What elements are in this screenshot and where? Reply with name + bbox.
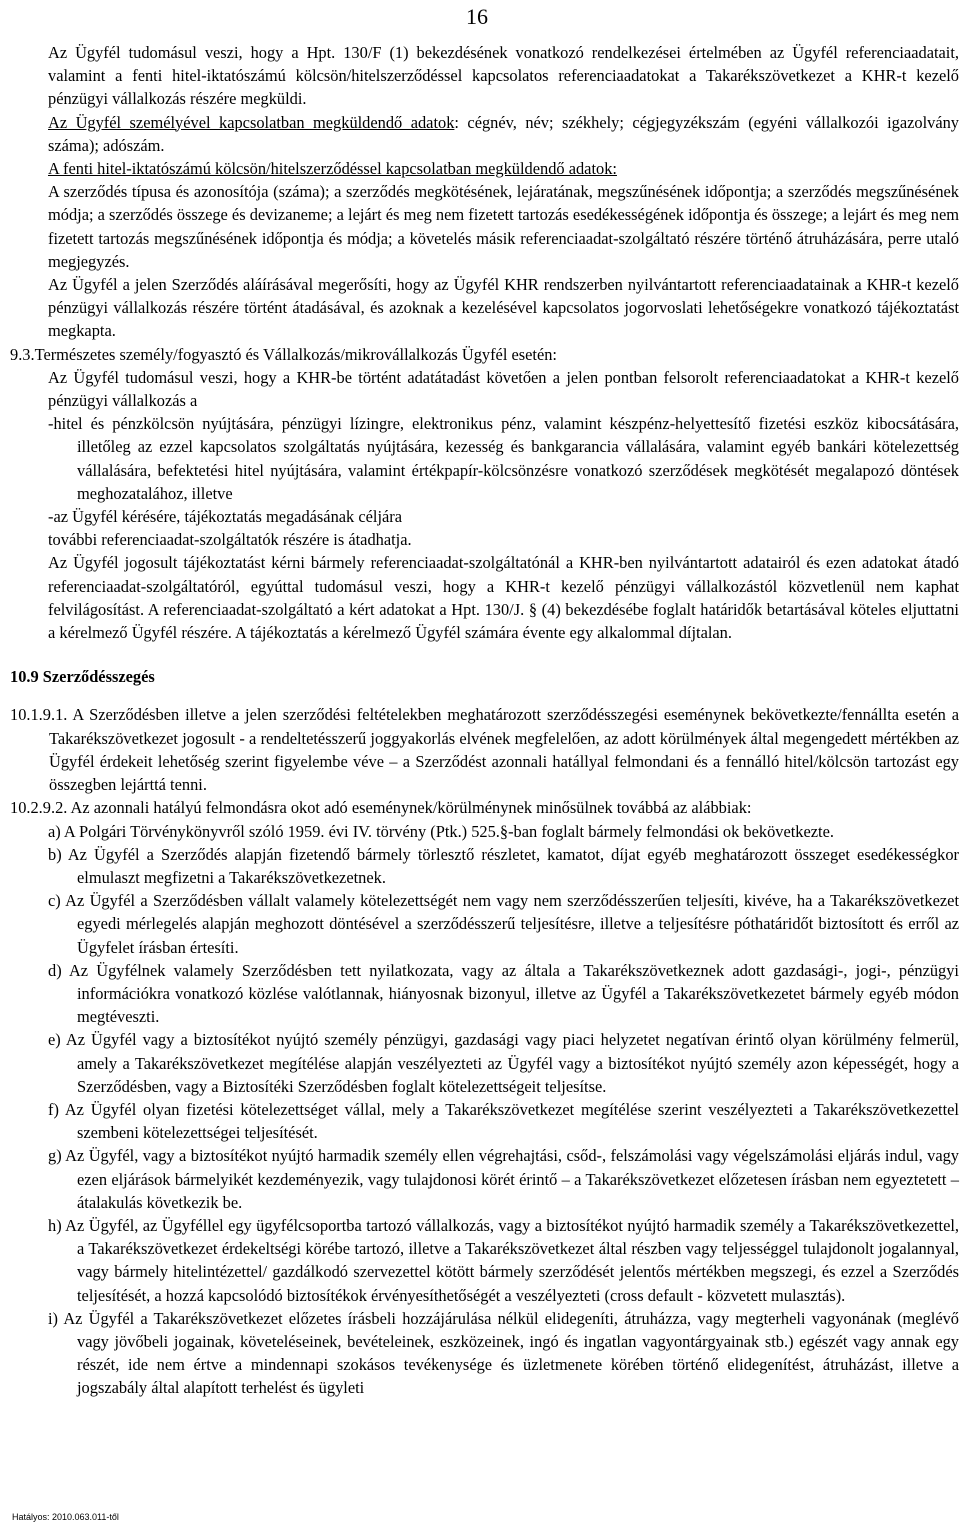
list-item-h: h) Az Ügyfél, az Ügyféllel egy ügyfélcsoportba tartozó vállalkozás, vagy a biztosítékot nyújtó harmadik személy a Takarékszövetkezettel, a Takarékszövetkezet érdekeltségi körébe tartozó, illetve a Takarékszövetkezet által részben vagy teljességgel tulajdonolt jogalannyal, vagy bármely hitelintézettel/ gazdálkodó szervezettel kötött bármely szerződését jelentős mértékben megszegi, és ezzel a Szerződés teljesítését, a hozzá kapcsolódó biztosítékok érvényesíthetőségét a veszélyezteti (cross default - közvetett mulasztás). <box>48 1215 959 1305</box>
list-item-g: g) Az Ügyfél, vagy a biztosítékot nyújtó harmadik személy ellen végrehajtási, csőd-, felszámolási vagy végelszámolási eljárás indul, vagy ezen eljárások bármelyikét kezdeményezik, vagy tulajdonosi körét érintő – a Takarékszövetkezet előzetesen írásban nem egyeztetett – átalakulás következik be. <box>48 1146 959 1212</box>
paragraph-confirmation: Az Ügyfél a jelen Szerződés aláírásával megerősíti, hogy az Ügyfél KHR rendszerben nyilvántartott referenciaadatainak a KHR-t kezelő pénzügyi vállalkozás részére történt átadásával, és azoknak a kezelésével kapcsolatos jogorvoslati lehetőségekre vonatkozó tájékoztatást megkapta. <box>48 275 959 341</box>
list-item-f: f) Az Ügyfél olyan fizetési kötelezettséget vállal, mely a Takarékszövetkezet megítélése szerint veszélyezteti a Takarékszövetkezettel szembeni kötelezettségei teljesítését. <box>48 1099 959 1143</box>
document-body <box>10 41 959 1400</box>
heading-9-3: 9.3.Természetes személy/fogyasztó és Vállalkozás/mikrovállalkozás Ügyfél esetén: <box>10 344 557 364</box>
list-item-e: e) Az Ügyfél vagy a biztosítékot nyújtó személy pénzügyi, gazdasági vagy piaci helyzetet negatívan érintő olyan körülmény felmerül, amely a Takarékszövetkezet megítélése alapján veszélyezteti az Ügyfél vagy a biztosítékot nyújtó személy azon képességét, hogy a Szerződésben, vagy a Biztosítéki Szerződésben foglalt kötelezettségeit teljesítse. <box>48 1030 959 1096</box>
paragraph-purpose-credit: -hitel és pénzkölcsön nyújtására, pénzügyi lízingre, elektronikus pénz, valamint készpénz-helyettesítő fizetési eszköz kibocsátására, illetőleg az ezzel kapcsolatos szolgáltatás nyújtására, kezesség és bankgarancia vállalására, valamint egyéb bankári kötelezettség vállalására, befektetési hitel nyújtására, valamint értékpapír-kölcsönzésre vonatkozó szerződések megkötését megalapozó döntések meghozatalához, illetve <box>48 414 959 503</box>
clause-10-2: 10.2.9.2. Az azonnali hatályú felmondásra okot adó eseménynek/körülménynek minősülnek továbbá az alábbiak: <box>10 798 752 818</box>
list-item-a: a) A Polgári Törvénykönyvről szóló 1959. évi IV. törvény (Ptk.) 525.§-ban foglalt bármely felmondási ok bekövetkezte. <box>48 821 834 841</box>
section-title: 10.9 Szerződésszegés <box>10 667 155 687</box>
clause-10-1: 10.1.9.1. A Szerződésben illetve a jelen szerződési feltételekben meghatározott szerződésszegési eseménynek bekövetkezte/fennállta esetén a Takarékszövetkezet jogosult - a rendeltetésszerű joggyakorlás elvének megfelelően, az adott körülmények által megengedett mértékben az Ügyfél érdekeit lehetőség szerint figyelembe véve – a Szerződést azonnali hatállyal felmondani és a fennálló hitel/kölcsön tartozást egy összegben lejárttá tenni. <box>10 705 959 795</box>
paragraph-loan-data-heading <box>48 157 959 180</box>
paragraph-loan-data-list: A szerződés típusa és azonosítója (száma); a szerződés megkötésének, lejáratának, megszűnésének időpontja; a szerződés megszűnésének módja; a szerződés összege és devizaneme; a lejárt és meg nem fizetett tartozás esedékességének időpontja és összege; a lejárt és meg nem fizetett tartozás megszűnésének időpontja és módja; a követelés másik referenciaadat-szolgáltató részére történő átruházására, perre utaló megjegyzés. <box>48 182 959 271</box>
page-number: 16 <box>466 4 488 29</box>
footer-validity: Hatályos: 2010.063.011-től <box>12 1512 119 1522</box>
personal-data-heading: Az Ügyfél személyével kapcsolatban megküldendő adatok <box>48 112 455 132</box>
list-item-c: c) Az Ügyfél a Szerződésben vállalt valamely kötelezettségét nem vagy nem szerződésszerűen teljesíti, kivéve, ha a Takarékszövetkezet egyedi mérlegelés alapján meghozott döntésével a szerződésszerű teljesítésre, illetve a teljesítésre póthatáridőt biztosított és erről az Ügyfelet írásban értesíti. <box>48 891 959 957</box>
list-item-b: b) Az Ügyfél a Szerződés alapján fizetendő bármely törlesztő részletet, kamatot, díjat egyéb meghatározott összeget esedékességkor elmulaszt megfizetni a Takarékszövetkezetnek. <box>48 844 959 887</box>
paragraph-personal-data <box>48 111 959 157</box>
paragraph-referenceadat-intro: Az Ügyfél tudomásul veszi, hogy a Hpt. 130/F (1) bekezdésének vonatkozó rendelkezései értelmében az Ügyfél referenciaadatait, valamint a fenti hitel-iktatószámú kölcsön/hitelszerződéssel kapcsolatos referenciaadatokat a Takarékszövetkezet a KHR-t kezelő pénzügyi vállalkozás részére megküldi. <box>48 43 959 109</box>
paragraph-transfer-others: további referenciaadat-szolgáltatók részére is átadhatja. <box>48 530 412 550</box>
paragraph-khr-transfer: Az Ügyfél tudomásul veszi, hogy a KHR-be történt adatátadást követően a jelen pontban felsorolt referenciaadatokat a KHR-t kezelő pénzügyi vállalkozás a <box>48 367 959 411</box>
personal-data-list: : cégnév, név; székhely; cégjegyzékszám (egyéni vállalkozói igazolvány száma); adószám. <box>48 112 959 155</box>
list-item-i: i) Az Ügyfél a Takarékszövetkezet előzetes írásbeli hozzájárulása nélkül elidegeníti, átruházza, vagy megterheli vagyonának (meglévő vagy jövőbeli jogainak, követeléseinek, bevételeinek, eszközeinek, ingó és ingatlan vagyontárgyainak stb.) egészét vagy annak egy részét, ide nem értve a mindennapi szokásos tevékenysége és üzletmenete körében történő elidegenítést, átruházást, illetve a jogszabály által alapított terhelést és ügyleti <box>48 1308 959 1398</box>
paragraph-purpose-info: -az Ügyfél kérésére, tájékoztatás megadásának céljára <box>48 507 403 527</box>
loan-data-heading: A fenti hitel-iktatószámú kölcsön/hitelszerződéssel kapcsolatban megküldendő adatok: <box>48 159 617 179</box>
paragraph-info-rights: Az Ügyfél jogosult tájékoztatást kérni bármely referenciaadat-szolgáltatónál a KHR-ben nyilvántartott adatairól és ezen adatokat átadó referenciaadat-szolgáltatóról, egyúttal tudomásul veszi, hogy a KHR-t kezelő pénzügyi vállalkozástól közvetlenül nem kaphat felvilágosítást. A referenciaadat-szolgáltató a kért adatokat a Hpt. 130/J. § (4) bekezdésébe foglalt határidők betartásával köteles eljuttatni a kérelmező Ügyfél részére. A tájékoztatás a kérelmező Ügyfél számára évente egy alkalommal díjtalan. <box>48 553 959 643</box>
list-item-d: d) Az Ügyfélnek valamely Szerződésben tett nyilatkozata, vagy az általa a Takarékszövetkeznek adott gazdasági-, jogi-, pénzügyi információkra vonatkozó közlése valótlannak, hiányosnak bizonyul, illetve az Ügyfél a Takarékszövetkezetet bármely egyéb módon megtéveszti. <box>48 960 959 1027</box>
